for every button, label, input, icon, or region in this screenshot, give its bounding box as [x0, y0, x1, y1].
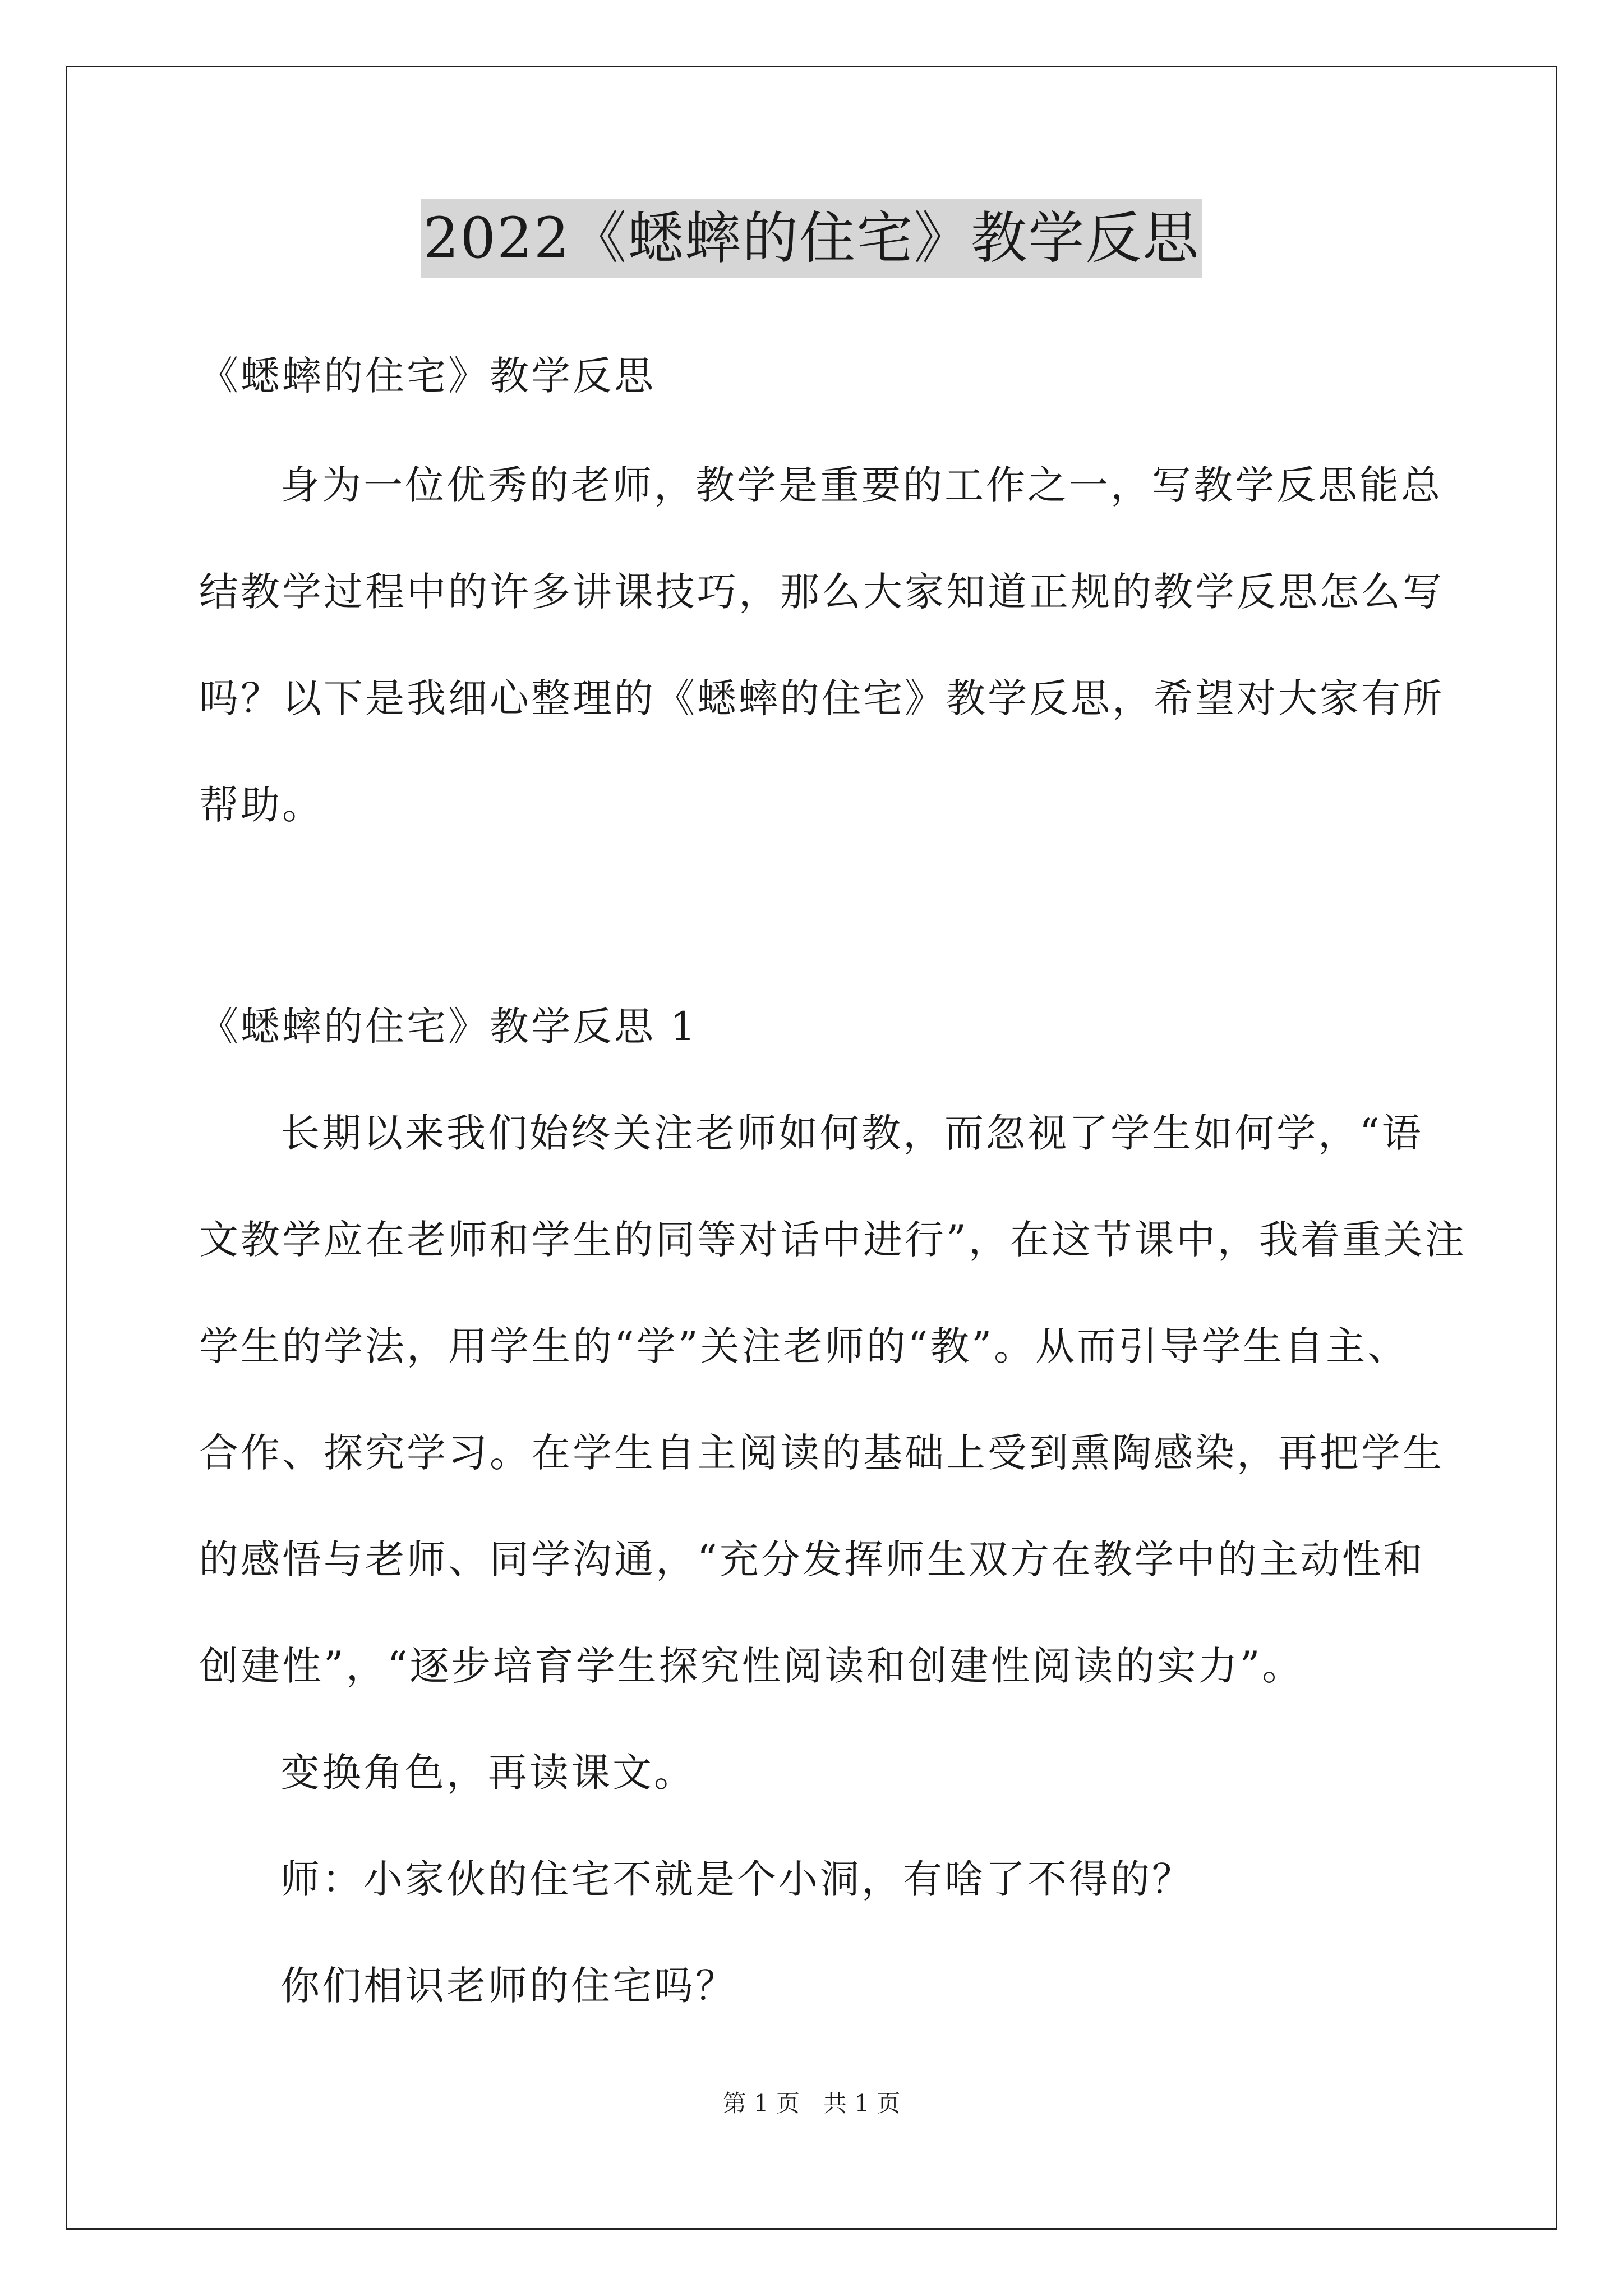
section-line-5: 的感悟与老师、同学沟通，“充分发挥师生双方在教学中的主动性和: [199, 1536, 1425, 1582]
section-line-6: 创建性”，“逐步培育学生探究性阅读和创建性阅读的实力”。: [199, 1643, 1304, 1689]
document-title: 2022《蟋蟀的住宅》教学反思: [421, 199, 1202, 278]
paragraph-2: 师：小家伙的住宅不就是个小洞，有啥了不得的？: [280, 1856, 1193, 1902]
intro-line-3: 吗？以下是我细心整理的《蟋蟀的住宅》教学反思，希望对大家有所: [199, 675, 1444, 721]
page-number-footer: 第 1 页 共 1 页: [722, 2090, 901, 2117]
intro-line-1: 身为一位优秀的老师，教学是重要的工作之一，写教学反思能总: [280, 462, 1442, 508]
section-line-1: 长期以来我们始终关注老师如何教，而忽视了学生如何学，“语: [280, 1110, 1423, 1156]
intro-line-4: 帮助。: [199, 782, 324, 828]
intro-line-2: 结教学过程中的许多讲课技巧，那么大家知道正规的教学反思怎么写: [199, 569, 1444, 615]
section-line-4: 合作、探究学习。在学生自主阅读的基础上受到熏陶感染，再把学生: [199, 1430, 1444, 1476]
document-subtitle: 《蟋蟀的住宅》教学反思: [199, 353, 656, 399]
title-container: [0, 199, 1623, 278]
section-line-2: 文教学应在老师和学生的同等对话中进行”，在这节课中，我着重关注: [199, 1217, 1467, 1263]
paragraph-3: 你们相识老师的住宅吗？: [280, 1963, 737, 2009]
paragraph-1: 变换角色，再读课文。: [280, 1750, 695, 1796]
section-line-3: 学生的学法，用学生的“学”关注老师的“教”。从而引导学生自主、: [199, 1323, 1409, 1369]
section-heading: 《蟋蟀的住宅》教学反思 1: [199, 1004, 698, 1050]
